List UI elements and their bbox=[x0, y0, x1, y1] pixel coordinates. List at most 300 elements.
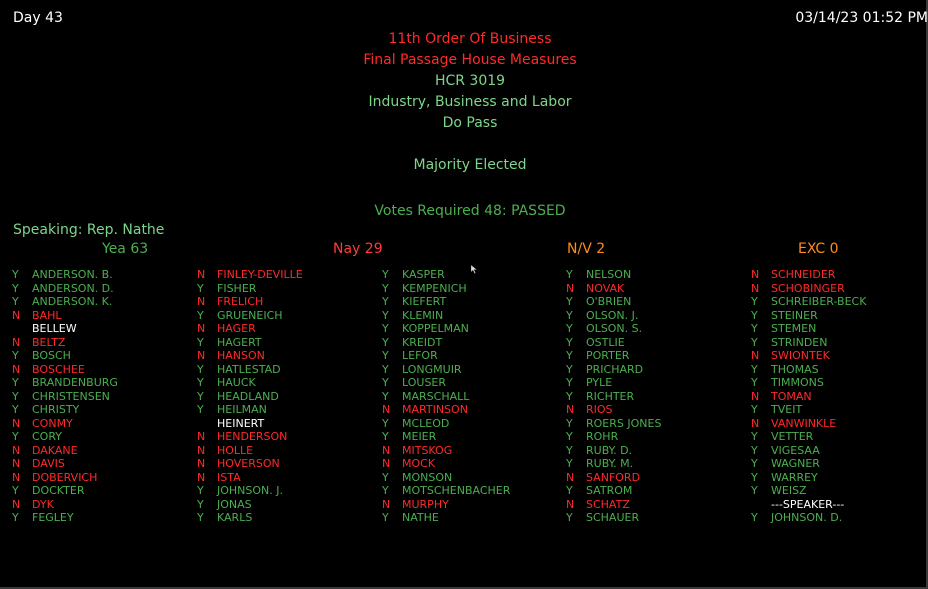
member-name: HENDERSON bbox=[217, 430, 288, 443]
member-name: VETTER bbox=[771, 430, 814, 443]
member-name: ---SPEAKER--- bbox=[771, 497, 845, 511]
member-name: ANDERSON. B. bbox=[32, 268, 113, 281]
roll-call-row bbox=[566, 430, 751, 444]
order-of-business: 11th Order Of Business bbox=[388, 31, 552, 47]
vote-indicator: N bbox=[197, 443, 206, 457]
vote-indicator: N bbox=[197, 322, 206, 335]
member-name: DYK bbox=[32, 497, 54, 511]
vote-indicator: Y bbox=[566, 362, 573, 376]
vote-indicator: N bbox=[566, 497, 575, 511]
roll-call-row bbox=[12, 511, 197, 525]
roll-call-row bbox=[12, 322, 197, 336]
roll-call-row bbox=[751, 417, 928, 431]
member-name: DAVIS bbox=[32, 457, 65, 470]
vote-indicator: Y bbox=[566, 295, 573, 308]
vote-indicator: Y bbox=[566, 322, 573, 335]
vote-indicator: Y bbox=[751, 308, 758, 322]
roll-call-row bbox=[566, 511, 751, 525]
member-name: NATHE bbox=[402, 511, 439, 524]
member-name: ROERS JONES bbox=[586, 416, 662, 430]
vote-indicator: N bbox=[12, 362, 21, 376]
vote-indicator: N bbox=[197, 457, 206, 470]
vote-indicator: Y bbox=[751, 470, 758, 484]
vote-indicator: Y bbox=[566, 416, 573, 430]
roll-call-row bbox=[382, 390, 567, 404]
vote-indicator: Y bbox=[197, 497, 204, 511]
roll-call-row bbox=[197, 511, 382, 525]
roll-call-row bbox=[12, 444, 197, 458]
section-title: Final Passage House Measures bbox=[363, 52, 577, 68]
vote-indicator: Y bbox=[197, 376, 204, 389]
roll-call-row bbox=[382, 376, 567, 390]
roll-call-row bbox=[566, 336, 751, 350]
vote-indicator: Y bbox=[197, 484, 204, 497]
mouse-cursor-icon bbox=[471, 265, 477, 274]
vote-indicator: Y bbox=[751, 322, 758, 335]
vote-indicator: Y bbox=[566, 511, 573, 524]
vote-indicator: Y bbox=[382, 295, 389, 308]
roll-call-row bbox=[566, 376, 751, 390]
vote-indicator: N bbox=[12, 457, 21, 470]
roll-call-row bbox=[12, 403, 197, 417]
roll-call-row bbox=[382, 471, 567, 485]
vote-result: PASSED bbox=[511, 203, 566, 219]
roll-call-row bbox=[566, 295, 751, 309]
vote-indicator: N bbox=[197, 268, 206, 281]
roll-call-row bbox=[382, 444, 567, 458]
roll-call-row bbox=[382, 457, 567, 471]
member-name: KARLS bbox=[217, 511, 253, 524]
vote-indicator: Y bbox=[12, 295, 19, 308]
roll-call-row bbox=[12, 349, 197, 363]
member-name: PORTER bbox=[586, 349, 630, 362]
roll-call-row bbox=[751, 268, 928, 282]
roll-call-row bbox=[566, 282, 751, 296]
member-name: MURPHY bbox=[402, 497, 449, 511]
vote-indicator: Y bbox=[382, 376, 389, 389]
member-name: WARREY bbox=[771, 470, 818, 484]
member-name: ISTA bbox=[217, 470, 241, 484]
vote-indicator: Y bbox=[382, 430, 389, 443]
member-name: JOHNSON. J. bbox=[217, 484, 284, 497]
roll-call-row bbox=[751, 444, 928, 458]
recommendation: Do Pass bbox=[442, 115, 498, 131]
roll-call-row bbox=[566, 363, 751, 377]
member-name: RICHTER bbox=[586, 389, 635, 403]
member-name: SATROM bbox=[586, 484, 633, 497]
member-name: KIEFERT bbox=[402, 295, 447, 308]
vote-indicator: Y bbox=[751, 295, 758, 308]
member-name: STEMEN bbox=[771, 322, 817, 335]
vote-indicator: N bbox=[566, 403, 575, 416]
roll-call-row bbox=[382, 309, 567, 323]
member-name: WEISZ bbox=[771, 484, 807, 497]
measure-number: HCR 3019 bbox=[434, 73, 506, 89]
roll-call-row bbox=[751, 349, 928, 363]
member-name: SCHREIBER-BECK bbox=[771, 295, 867, 308]
member-name: MOCK bbox=[402, 457, 436, 470]
roll-call-row bbox=[382, 511, 567, 525]
vote-indicator: N bbox=[751, 349, 760, 362]
vote-indicator: Y bbox=[197, 281, 204, 295]
vote-indicator: N bbox=[566, 281, 575, 295]
vote-indicator: N bbox=[197, 295, 206, 308]
roll-call-row bbox=[751, 282, 928, 296]
vote-indicator: Y bbox=[566, 349, 573, 362]
vote-indicator: N bbox=[566, 470, 575, 484]
majority-type: Majority Elected bbox=[413, 157, 527, 173]
votes-required bbox=[0, 203, 928, 219]
vote-indicator: N bbox=[12, 470, 21, 484]
vote-indicator: N bbox=[382, 457, 391, 470]
roll-call-row bbox=[197, 484, 382, 498]
vote-indicator: Y bbox=[566, 335, 573, 349]
member-name: MARSCHALL bbox=[402, 389, 470, 403]
vote-indicator: Y bbox=[382, 484, 389, 497]
member-name: MONSON bbox=[402, 470, 453, 484]
roll-call-row bbox=[566, 390, 751, 404]
roll-call-row bbox=[197, 498, 382, 512]
member-name: DAKANE bbox=[32, 443, 78, 457]
member-name: HOLLE bbox=[217, 443, 254, 457]
member-name: ROHR bbox=[586, 430, 619, 443]
vote-indicator: Y bbox=[197, 403, 204, 416]
roll-call-row bbox=[382, 295, 567, 309]
member-name: DOBERVICH bbox=[32, 470, 98, 484]
vote-indicator: Y bbox=[12, 349, 19, 362]
roll-call-row bbox=[751, 457, 928, 471]
member-name: SWIONTEK bbox=[771, 349, 830, 362]
member-name: HAUCK bbox=[217, 376, 256, 389]
nay-tally: Nay 29 bbox=[333, 241, 383, 257]
roll-call-row bbox=[12, 282, 197, 296]
vote-indicator: N bbox=[382, 497, 391, 511]
timestamp: 03/14/23 01:52 PM bbox=[795, 10, 928, 26]
vote-indicator: Y bbox=[751, 511, 758, 524]
roll-call-row bbox=[566, 444, 751, 458]
vote-indicator: N bbox=[751, 389, 760, 403]
vote-indicator: Y bbox=[197, 511, 204, 524]
yea-tally: Yea 63 bbox=[102, 241, 149, 257]
roll-call-row bbox=[382, 403, 567, 417]
roll-call-row bbox=[12, 309, 197, 323]
vote-indicator: Y bbox=[751, 335, 758, 349]
vote-indicator: Y bbox=[382, 416, 389, 430]
roll-call-row bbox=[197, 376, 382, 390]
votes-required-label: Votes Required 48: bbox=[374, 203, 507, 219]
roll-call-row bbox=[751, 511, 928, 525]
member-name: WAGNER bbox=[771, 457, 820, 470]
member-name: PRICHARD bbox=[586, 362, 644, 376]
vote-indicator: Y bbox=[751, 430, 758, 443]
roll-call-row bbox=[382, 498, 567, 512]
roll-call-row bbox=[12, 363, 197, 377]
member-name: JONAS bbox=[217, 497, 252, 511]
roll-call-row bbox=[197, 430, 382, 444]
member-name: TOMAN bbox=[771, 389, 812, 403]
member-name: KREIDT bbox=[402, 335, 443, 349]
roll-call-row bbox=[12, 390, 197, 404]
vote-indicator: Y bbox=[382, 389, 389, 403]
member-name: CHRISTY bbox=[32, 403, 80, 416]
member-name: FEGLEY bbox=[32, 511, 74, 524]
member-name: SCHATZ bbox=[586, 497, 630, 511]
member-name: OSTLIE bbox=[586, 335, 625, 349]
vote-indicator: Y bbox=[12, 268, 19, 281]
member-name: HATLESTAD bbox=[217, 362, 281, 376]
member-name: JOHNSON. D. bbox=[771, 511, 843, 524]
member-name: MARTINSON bbox=[402, 403, 468, 416]
member-name: THOMAS bbox=[771, 362, 819, 376]
roll-call-row bbox=[751, 390, 928, 404]
vote-indicator: Y bbox=[197, 308, 204, 322]
member-name: KOPPELMAN bbox=[402, 322, 469, 335]
roll-call-row bbox=[751, 336, 928, 350]
roll-call-row bbox=[382, 430, 567, 444]
speaking-member: Speaking: Rep. Nathe bbox=[13, 222, 165, 238]
vote-indicator: N bbox=[382, 403, 391, 416]
roll-call-row bbox=[751, 403, 928, 417]
roll-call-row bbox=[197, 444, 382, 458]
member-name: BOSCH bbox=[32, 349, 71, 362]
member-name: VIGESAA bbox=[771, 443, 820, 457]
roll-call-row bbox=[197, 322, 382, 336]
member-name: TVEIT bbox=[771, 403, 803, 416]
vote-indicator: Y bbox=[197, 362, 204, 376]
member-name: ANDERSON. K. bbox=[32, 295, 113, 308]
vote-indicator: N bbox=[12, 416, 21, 430]
member-name: RIOS bbox=[586, 403, 613, 416]
roll-call-row bbox=[382, 282, 567, 296]
roll-call-row bbox=[12, 417, 197, 431]
roll-call-row bbox=[751, 363, 928, 377]
member-name: LONGMUIR bbox=[402, 362, 462, 376]
roll-call-row bbox=[12, 376, 197, 390]
vote-indicator: Y bbox=[12, 430, 19, 443]
member-name: BAHL bbox=[32, 308, 62, 322]
vote-indicator: Y bbox=[12, 511, 19, 524]
vote-indicator: Y bbox=[566, 376, 573, 389]
vote-indicator: Y bbox=[382, 511, 389, 524]
vote-indicator: Y bbox=[12, 281, 19, 295]
member-name: CONMY bbox=[32, 416, 73, 430]
roll-call-row bbox=[382, 363, 567, 377]
member-name: KEMPENICH bbox=[402, 281, 467, 295]
vote-indicator: N bbox=[382, 443, 391, 457]
roll-call-row bbox=[382, 349, 567, 363]
roll-call-row bbox=[566, 403, 751, 417]
roll-call-row bbox=[197, 457, 382, 471]
vote-indicator: Y bbox=[382, 308, 389, 322]
roll-call-row bbox=[12, 430, 197, 444]
roll-call-row bbox=[751, 309, 928, 323]
member-name: KASPER bbox=[402, 268, 445, 281]
member-name: OLSON. S. bbox=[586, 322, 643, 335]
member-name: LEFOR bbox=[402, 349, 438, 362]
member-name: LOUSER bbox=[402, 376, 447, 389]
roll-call-row bbox=[12, 484, 197, 498]
vote-indicator: Y bbox=[382, 281, 389, 295]
vote-indicator: Y bbox=[751, 376, 758, 389]
member-name: O'BRIEN bbox=[586, 295, 632, 308]
vote-indicator: Y bbox=[566, 430, 573, 443]
member-name: BRANDENBURG bbox=[32, 376, 118, 389]
roll-call-row bbox=[12, 336, 197, 350]
roll-call-row bbox=[197, 471, 382, 485]
roll-call-row bbox=[566, 471, 751, 485]
roll-call-row bbox=[12, 457, 197, 471]
roll-call-row bbox=[12, 295, 197, 309]
vote-indicator: Y bbox=[382, 349, 389, 362]
member-name: STEINER bbox=[771, 308, 818, 322]
vote-indicator: Y bbox=[197, 389, 204, 403]
vote-indicator: Y bbox=[382, 268, 389, 281]
roll-call-row bbox=[197, 390, 382, 404]
member-name: HAGERT bbox=[217, 335, 262, 349]
roll-call-row bbox=[751, 295, 928, 309]
member-name: HEADLAND bbox=[217, 389, 279, 403]
not-voting-tally: N/V 2 bbox=[567, 241, 606, 257]
member-name: SCHNEIDER bbox=[771, 268, 836, 281]
roll-column-5 bbox=[751, 268, 928, 525]
vote-indicator: N bbox=[197, 349, 206, 362]
vote-indicator: Y bbox=[12, 389, 19, 403]
roll-call-row bbox=[751, 498, 928, 512]
member-name: RUBY. M. bbox=[586, 457, 634, 470]
member-name: SCHAUER bbox=[586, 511, 640, 524]
vote-indicator: Y bbox=[566, 268, 573, 281]
roll-call-row bbox=[197, 309, 382, 323]
vote-indicator: Y bbox=[382, 322, 389, 335]
roll-column-4 bbox=[566, 268, 751, 525]
roll-call-row bbox=[751, 322, 928, 336]
legislative-day: Day 43 bbox=[13, 10, 63, 26]
member-name: DOCKTER bbox=[32, 484, 85, 497]
member-name: SCHOBINGER bbox=[771, 281, 845, 295]
member-name: KLEMIN bbox=[402, 308, 444, 322]
member-name: MCLEOD bbox=[402, 416, 450, 430]
roll-call-row bbox=[566, 322, 751, 336]
vote-indicator: N bbox=[12, 335, 21, 349]
vote-indicator: Y bbox=[197, 335, 204, 349]
vote-indicator: N bbox=[751, 281, 760, 295]
roll-call-row bbox=[12, 498, 197, 512]
roll-call-row bbox=[566, 309, 751, 323]
member-name: HANSON bbox=[217, 349, 265, 362]
member-name: CORY bbox=[32, 430, 62, 443]
roll-call-row bbox=[197, 295, 382, 309]
vote-indicator: Y bbox=[566, 457, 573, 470]
roll-call-row bbox=[751, 430, 928, 444]
vote-indicator: Y bbox=[566, 308, 573, 322]
member-name: GRUENEICH bbox=[217, 308, 283, 322]
member-name: NOVAK bbox=[586, 281, 625, 295]
roll-call-row bbox=[566, 349, 751, 363]
roll-call-row bbox=[566, 498, 751, 512]
roll-call-row bbox=[751, 484, 928, 498]
roll-call-row bbox=[566, 484, 751, 498]
vote-indicator: Y bbox=[751, 362, 758, 376]
vote-indicator: Y bbox=[12, 403, 19, 416]
vote-indicator: Y bbox=[382, 335, 389, 349]
committee-name: Industry, Business and Labor bbox=[368, 94, 572, 110]
roll-call-row bbox=[197, 268, 382, 282]
member-name: FINLEY-DEVILLE bbox=[217, 268, 303, 281]
roll-call-row bbox=[382, 322, 567, 336]
vote-indicator: N bbox=[751, 268, 760, 281]
vote-indicator: Y bbox=[382, 470, 389, 484]
vote-indicator: Y bbox=[751, 457, 758, 470]
member-name: MEIER bbox=[402, 430, 437, 443]
member-name: PYLE bbox=[586, 376, 613, 389]
vote-indicator: N bbox=[197, 430, 206, 443]
vote-indicator: Y bbox=[566, 484, 573, 497]
member-name: BOSCHEE bbox=[32, 362, 85, 376]
member-name: FRELICH bbox=[217, 295, 264, 308]
member-name: CHRISTENSEN bbox=[32, 389, 110, 403]
vote-indicator: Y bbox=[12, 484, 19, 497]
roll-column-3 bbox=[382, 268, 567, 525]
roll-column-2 bbox=[197, 268, 382, 525]
member-name: HOVERSON bbox=[217, 457, 280, 470]
roll-call-row bbox=[197, 336, 382, 350]
vote-indicator: Y bbox=[382, 362, 389, 376]
roll-call-row bbox=[197, 282, 382, 296]
member-name: MITSKOG bbox=[402, 443, 453, 457]
vote-indicator: Y bbox=[566, 389, 573, 403]
vote-indicator: N bbox=[197, 470, 206, 484]
member-name: BELTZ bbox=[32, 335, 66, 349]
member-name: HEILMAN bbox=[217, 403, 267, 416]
roll-call-row bbox=[751, 471, 928, 485]
member-name: RUBY. D. bbox=[586, 443, 633, 457]
member-name: ANDERSON. D. bbox=[32, 281, 114, 295]
member-name: FISHER bbox=[217, 281, 257, 295]
roll-call-row bbox=[382, 336, 567, 350]
roll-call-row bbox=[197, 403, 382, 417]
member-name: NELSON bbox=[586, 268, 632, 281]
vote-indicator: N bbox=[12, 308, 21, 322]
excused-tally: EXC 0 bbox=[798, 241, 839, 257]
roll-call-row bbox=[566, 457, 751, 471]
roll-call-row bbox=[12, 268, 197, 282]
member-name: OLSON. J. bbox=[586, 308, 639, 322]
vote-indicator: Y bbox=[751, 403, 758, 416]
roll-call-row bbox=[751, 376, 928, 390]
vote-indicator: Y bbox=[751, 484, 758, 497]
member-name: VANWINKLE bbox=[771, 416, 837, 430]
roll-column-1 bbox=[12, 268, 197, 525]
member-name: HEINERT bbox=[217, 416, 265, 430]
member-name: MOTSCHENBACHER bbox=[402, 484, 511, 497]
member-name: SANFORD bbox=[586, 470, 641, 484]
member-name: BELLEW bbox=[32, 322, 77, 335]
vote-indicator: N bbox=[12, 497, 21, 511]
roll-call-row bbox=[566, 268, 751, 282]
roll-call-row bbox=[197, 349, 382, 363]
roll-call-row bbox=[197, 417, 382, 431]
vote-indicator: N bbox=[751, 416, 760, 430]
roll-call-row bbox=[382, 417, 567, 431]
roll-call-row bbox=[382, 484, 567, 498]
roll-call-row bbox=[566, 417, 751, 431]
vote-indicator: Y bbox=[566, 443, 573, 457]
vote-indicator: Y bbox=[751, 443, 758, 457]
member-name: HAGER bbox=[217, 322, 256, 335]
member-name: STRINDEN bbox=[771, 335, 828, 349]
vote-indicator: N bbox=[12, 443, 21, 457]
roll-call-row bbox=[12, 471, 197, 485]
